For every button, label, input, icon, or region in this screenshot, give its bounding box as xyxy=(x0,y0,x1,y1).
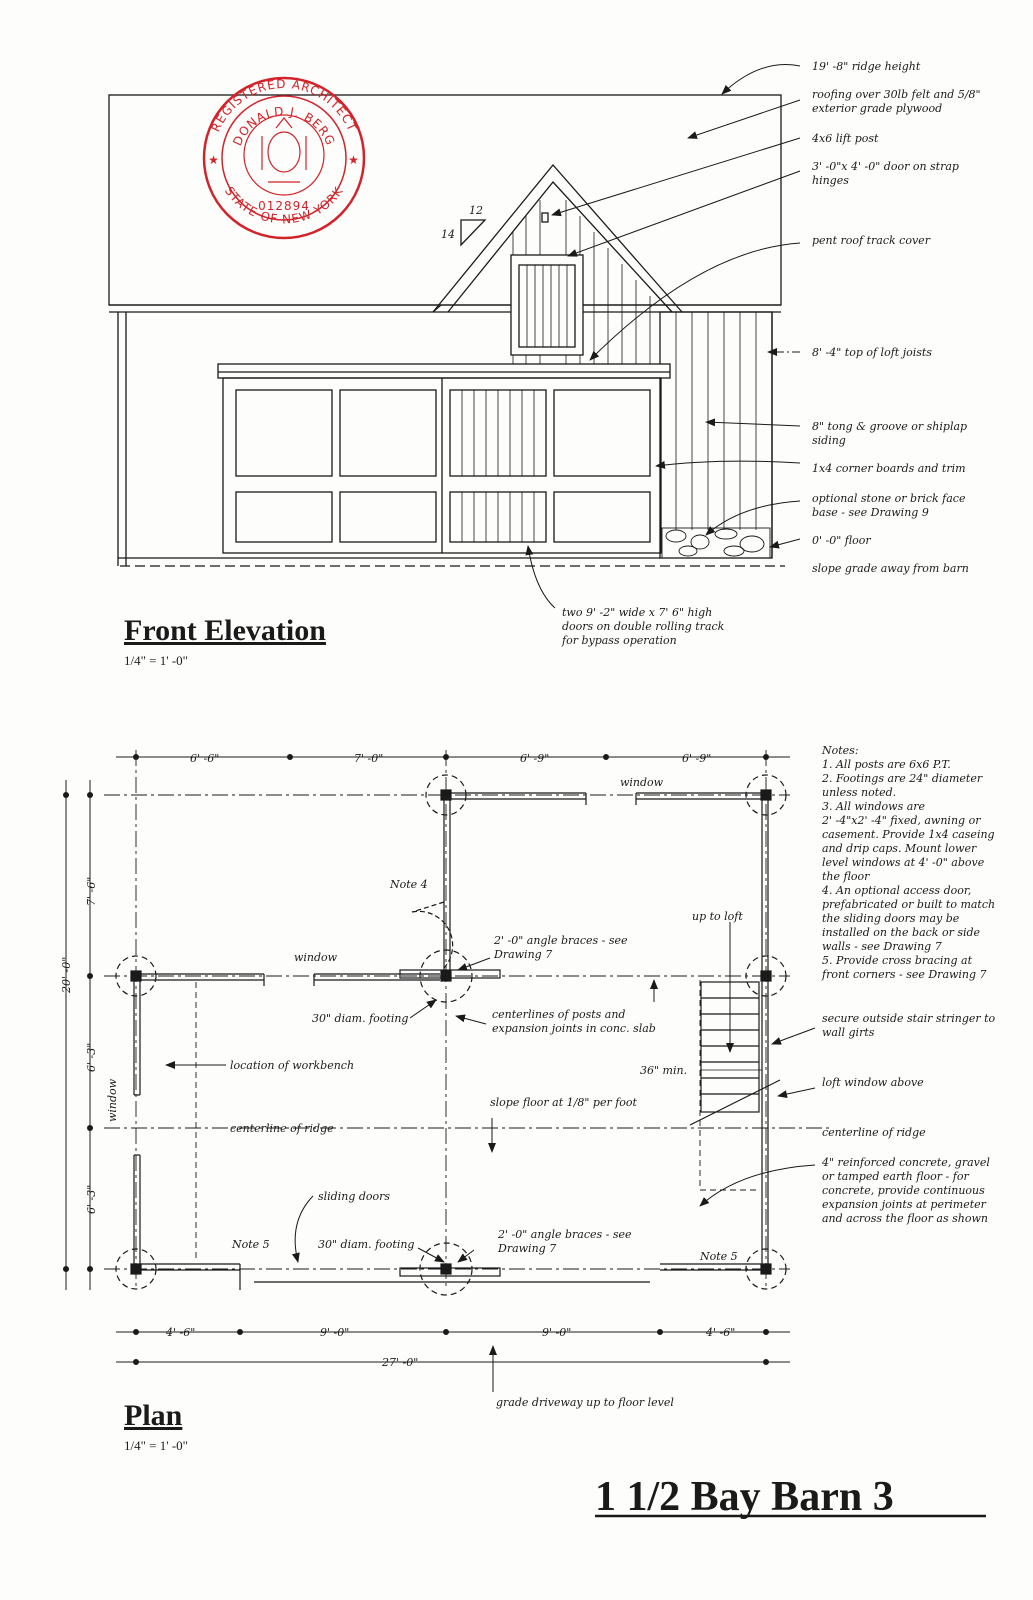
seal-top-text: REGISTERED ARCHITECT xyxy=(208,76,360,135)
elevation-callouts xyxy=(561,60,981,647)
callout-stone-1: optional stone or brick face xyxy=(812,492,966,505)
dim-left-3: 6' -3" xyxy=(85,1184,98,1214)
notes-line: 5. Provide cross bracing at xyxy=(822,954,973,967)
plan-dimension-labels xyxy=(60,752,735,1369)
label-up-to-loft: up to loft xyxy=(692,910,743,923)
notes-line: 3. All windows are xyxy=(822,800,926,813)
loft-door xyxy=(511,255,583,355)
dim-top-4: 6' -9" xyxy=(682,752,712,765)
notes-line: walls - see Drawing 7 xyxy=(822,940,942,953)
dim-top-1: 6' -6" xyxy=(190,752,220,765)
architect-seal xyxy=(204,77,364,238)
loft-stairs xyxy=(690,982,780,1125)
label-sliding-doors: sliding doors xyxy=(318,1190,391,1203)
notes-line: Notes: xyxy=(822,744,859,757)
notes-line: front corners - see Drawing 7 xyxy=(822,968,987,981)
dim-overall-width: 27' -0" xyxy=(382,1356,419,1369)
notes-line: 2' -4"x2' -4" fixed, awning or xyxy=(822,814,981,827)
label-centerlines-1: centerlines of posts and xyxy=(492,1008,626,1021)
pitch-rise: 12 xyxy=(469,204,483,217)
callout-lift-post: 4x6 lift post xyxy=(812,132,879,145)
door-note-3: for bypass operation xyxy=(562,634,677,647)
label-ridge-right: centerline of ridge xyxy=(822,1126,926,1139)
door-note-1: two 9' -2" wide x 7' 6" high xyxy=(562,606,713,619)
callout-loft-door-1: 3' -0"x 4' -0" door on strap xyxy=(812,160,959,173)
plan-leaders xyxy=(166,922,815,1392)
dim-bottom-4: 4' -6" xyxy=(706,1326,736,1339)
dim-top-2: 7' -0" xyxy=(354,752,384,765)
callout-siding-2: siding xyxy=(812,434,846,447)
label-concrete-2: or tamped earth floor - for xyxy=(822,1170,969,1183)
label-workbench: location of workbench xyxy=(230,1059,355,1072)
notes-line: casement. Provide 1x4 caseing xyxy=(822,828,995,841)
svg-text:★: ★ xyxy=(348,153,360,167)
callout-roofing-2: exterior grade plywood xyxy=(812,102,943,115)
sheet-title: 1 1/2 Bay Barn 3 xyxy=(595,1474,894,1520)
dim-bottom-1: 4' -6" xyxy=(166,1326,196,1339)
label-window-top: window xyxy=(620,776,664,789)
label-braces-top-2: Drawing 7 xyxy=(494,948,553,961)
notes-line: level windows at 4' -0" above xyxy=(822,856,985,869)
label-concrete-3: concrete, provide continuous xyxy=(822,1184,985,1197)
callout-loft-joists: 8' -4" top of loft joists xyxy=(812,346,932,359)
callout-roofing-1: roofing over 30lb felt and 5/8" xyxy=(812,88,981,101)
callout-slope-grade: slope grade away from barn xyxy=(812,562,969,575)
label-note4: Note 4 xyxy=(390,878,428,891)
notes-line: installed on the back or side xyxy=(822,926,981,939)
door-note-2: doors on double rolling track xyxy=(562,620,725,633)
notes-line: unless noted. xyxy=(822,786,897,799)
notes-line: prefabricated or built to match xyxy=(822,898,996,911)
plan-title: Plan xyxy=(124,1399,183,1432)
label-braces-bot-2: Drawing 7 xyxy=(498,1242,557,1255)
label-footing-top: 30" diam. footing xyxy=(312,1012,409,1025)
plan-scale: 1/4" = 1' -0" xyxy=(124,1438,188,1453)
seal-state-text: STATE OF NEW YORK xyxy=(221,184,347,227)
label-braces-bot-1: 2' -0" angle braces - see xyxy=(498,1228,632,1241)
stone-base xyxy=(662,528,770,558)
notes-line: 2. Footings are 24" diameter xyxy=(822,772,983,785)
label-36-min: 36" min. xyxy=(640,1064,688,1077)
plan-notes xyxy=(821,744,995,981)
pent-roof xyxy=(218,364,670,378)
floor-plan-drawing xyxy=(104,750,830,1295)
label-concrete-1: 4" reinforced concrete, gravel xyxy=(822,1156,990,1169)
notes-line: the floor xyxy=(822,870,870,883)
label-concrete-4: expansion joints at perimeter xyxy=(822,1198,986,1211)
notes-line: and drip caps. Mount lower xyxy=(822,842,977,855)
callout-ridge-height: 19' -8" ridge height xyxy=(812,60,921,73)
label-stair-2: wall girts xyxy=(822,1026,875,1039)
notes-line: 4. An optional access door, xyxy=(822,884,972,897)
callout-floor: 0' -0" floor xyxy=(812,534,871,547)
seal-name-text: DONALD J. BERG xyxy=(230,104,338,148)
label-note5-right: Note 5 xyxy=(700,1250,738,1263)
elevation-scale: 1/4" = 1' -0" xyxy=(124,653,188,668)
callout-stone-2: base - see Drawing 9 xyxy=(812,506,929,519)
elevation-title: Front Elevation xyxy=(124,614,326,647)
plan-dimensions xyxy=(63,754,790,1365)
label-slope-floor: slope floor at 1/8" per foot xyxy=(490,1096,637,1109)
dim-overall-depth: 20' -0" xyxy=(60,956,73,993)
notes-line: the sliding doors may be xyxy=(822,912,960,925)
callout-pent-roof: pent roof track cover xyxy=(812,234,930,247)
dim-top-3: 6' -9" xyxy=(520,752,550,765)
label-stair-1: secure outside stair stringer to xyxy=(822,1012,996,1025)
dim-left-1: 7' -6" xyxy=(85,876,98,906)
label-footing-bot: 30" diam. footing xyxy=(318,1238,415,1251)
seal-number: 012894 xyxy=(258,199,310,213)
label-concrete-5: and across the floor as shown xyxy=(822,1212,988,1225)
label-centerlines-2: expansion joints in conc. slab xyxy=(492,1022,656,1035)
callout-siding-1: 8" tong & groove or shiplap xyxy=(812,420,968,433)
label-driveway: grade driveway up to floor level xyxy=(496,1396,674,1409)
dim-left-2: 6' -3" xyxy=(85,1042,98,1072)
label-ridge-left: centerline of ridge xyxy=(230,1122,334,1135)
callout-corner-boards: 1x4 corner boards and trim xyxy=(812,462,966,475)
callout-loft-door-2: hinges xyxy=(812,174,849,187)
dim-bottom-3: 9' -0" xyxy=(542,1326,572,1339)
label-window-mid: window xyxy=(294,951,338,964)
label-window-left: window xyxy=(106,1078,119,1122)
notes-line: 1. All posts are 6x6 P.T. xyxy=(822,758,951,771)
dim-bottom-2: 9' -0" xyxy=(320,1326,350,1339)
label-loft-window: loft window above xyxy=(822,1076,924,1089)
label-braces-top-1: 2' -0" angle braces - see xyxy=(494,934,628,947)
svg-text:★: ★ xyxy=(208,153,220,167)
label-note5-left: Note 5 xyxy=(232,1238,270,1251)
pitch-run: 14 xyxy=(441,228,455,241)
